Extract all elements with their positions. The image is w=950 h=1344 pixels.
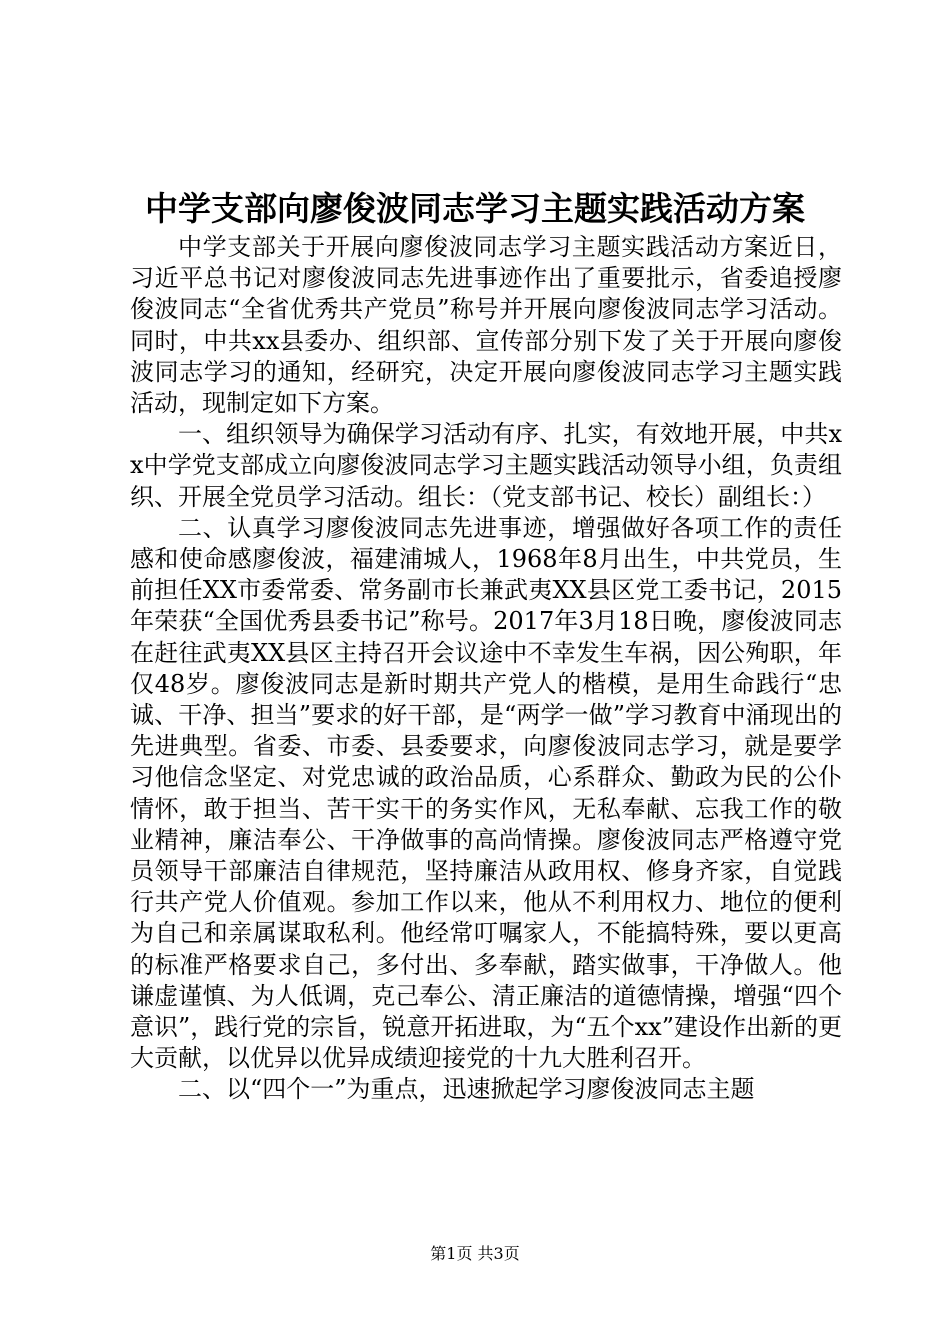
paragraph-study-deeds: 二、认真学习廖俊波同志先进事迹，增强做好各项工作的责任感和使命感廖俊波，福建浦城人，1968年8月出生，中共党员，生前担任XX市委常委、常务副市长兼武夷XX县区党工委书记，2015年荣获“全国优秀县委书记”称号。2017年3月18日晚，廖俊波同志在赶往武夷XX县区主持召开会议途中不幸发生车祸，因公殉职，年仅48岁。廖俊波同志是新时期共产党人的楷模，是用生命践行“忠诚、干净、担当”要求的好干部，是“两学一做”学习教育中涌现出的先进典型。省委、市委、县委要求，向廖俊波同志学习，就是要学习他信念坚定、对党忠诚的政治品质，心系群众、勤政为民的公仆情怀，敢于担当、苦干实干的务实作风，无私奉献、忘我工作的敬业精神，廉洁奉公、干净做事的高尚情操。廖俊波同志严格遵守党员领导干部廉洁自律规范，坚持廉洁从政用权、修身齐家，自觉践行共产党人价值观。参加工作以来，他从不利用权力、地位的便利为自己和亲属谋取私利。他经常叮嘱家人，不能搞特殊，要以更高的标准严格要求自己，多付出、多奉献，踏实做事，干净做人。他谦虚谨慎、为人低调，克己奉公、清正廉洁的道德情操，增强“四个意识”，践行党的宗旨，锐意开拓进取，为“五个xx”建设作出新的更大贡献，以优异以优异成绩迎接党的十九大胜利召开。	[130, 513, 842, 1073]
document-body	[130, 232, 842, 1106]
page-footer: 第1页 共3页	[430, 1244, 520, 1263]
paragraph-organization: 一、组织领导为确保学习活动有序、扎实，有效地开展，中共xx中学党支部成立向廖俊波同志学习主题实践活动领导小组，负责组织、开展全党员学习活动。组长：（党支部书记、校长）副组长：）	[130, 420, 842, 511]
document-title: 中学支部向廖俊波同志学习主题实践活动方案	[145, 189, 805, 228]
paragraph-intro: 中学支部关于开展向廖俊波同志学习主题实践活动方案近日，习近平总书记对廖俊波同志先进事迹作出了重要批示，省委追授廖俊波同志“全省优秀共产党员”称号并开展向廖俊波同志学习活动。同时，中共xx县委办、组织部、宣传部分别下发了关于开展向廖俊波同志学习的通知，经研究，决定开展向廖俊波同志学习主题实践活动，现制定如下方案。	[130, 233, 842, 418]
paragraph-four-ones: 二、以“四个一”为重点，迅速掀起学习廖俊波同志主题	[178, 1075, 755, 1104]
